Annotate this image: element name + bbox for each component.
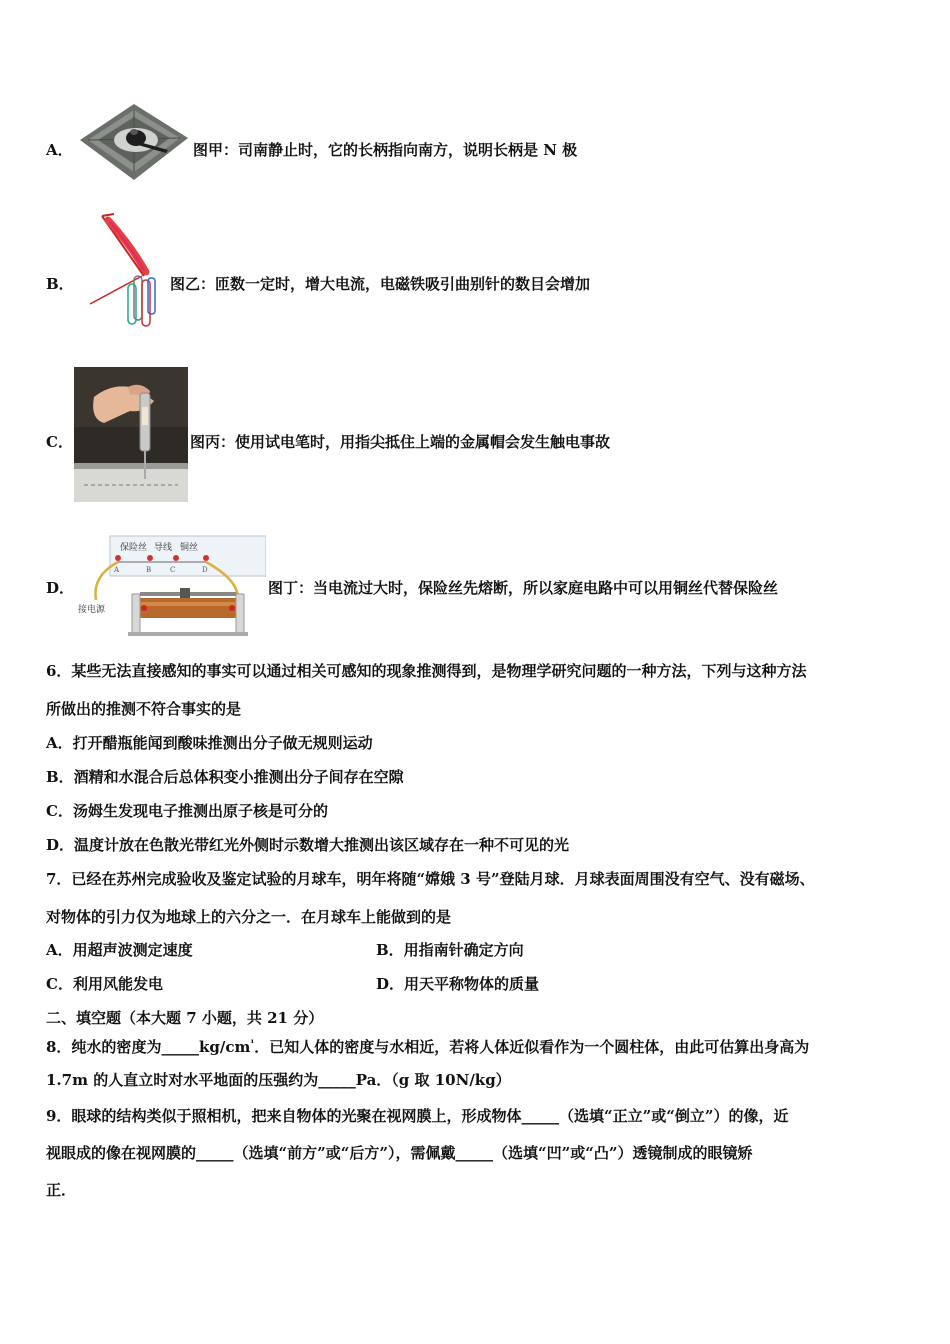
q6-stem-line2: 所做出的推测不符合事实的是 xyxy=(46,700,242,718)
fuse-label: 保险丝 xyxy=(120,543,148,553)
option-b-text: 图乙：匝数一定时，增大电流，电磁铁吸引曲别针的数目会增加 xyxy=(170,275,591,293)
q7-option-a: A．用超声波测定速度 xyxy=(46,941,193,959)
section-heading: 二、填空题（本大题 7 小题，共 21 分） xyxy=(46,1009,324,1027)
q8-unit1: kg/cm xyxy=(198,1038,251,1056)
q9-line3: 正． xyxy=(46,1181,77,1199)
q8-blank1: _____ xyxy=(161,1038,199,1056)
q7-stem-line2: 对物体的引力仅为地球上的六分之一．在月球车上能做到的是 xyxy=(46,908,452,926)
q6-option-b: B．酒精和水混合后总体积变小推测出分子间存在空隙 xyxy=(46,768,404,786)
q8-blank2: _____ xyxy=(318,1071,356,1089)
q8-line2-post: Pa．（g 取 10N/kg） xyxy=(355,1071,511,1089)
terminal-a-label: A xyxy=(114,566,120,574)
option-a-text: 图甲：司南静止时，它的长柄指向南方，说明长柄是 N 极 xyxy=(193,141,578,159)
option-d-letter: D． xyxy=(46,579,75,597)
terminal-c-label: C xyxy=(170,566,176,574)
sinan-compass-icon xyxy=(76,100,190,182)
q8-line1-pre: 8．纯水的密度为 xyxy=(46,1038,162,1056)
fuse-circuit-board-icon xyxy=(76,532,266,640)
q9-line1: 9．眼球的结构类似于照相机，把来自物体的光聚在视网膜上，形成物体_____（选填“正立”或“倒立”）的像，近 xyxy=(46,1107,789,1125)
q6-option-c: C．汤姆生发现电子推测出原子核是可分的 xyxy=(46,802,328,820)
q7-stem-line1: 7．已经在苏州完成验收及鉴定试验的月球车，明年将随“嫦娥 3 号”登陆月球．月球表面周围没有空气、没有磁场、 xyxy=(46,870,815,888)
q8-line1-post: ．已知人体的密度与水相近，若将人体近似看作为一个圆柱体，由此可估算出身高为 xyxy=(254,1038,810,1056)
q8-line2-pre: 1.7m 的人直立时对水平地面的压强约为 xyxy=(46,1071,319,1089)
q8-unit1-sup: ¹ xyxy=(250,1039,255,1049)
terminal-b-label: B xyxy=(146,566,152,574)
q8-line2 xyxy=(46,1070,511,1090)
power-label: 接电源 xyxy=(78,605,106,615)
terminal-d-label: D xyxy=(202,566,208,574)
wire-label: 导线 xyxy=(154,543,173,553)
q7-option-c: C．利用风能发电 xyxy=(46,975,163,993)
option-c-letter: C． xyxy=(46,433,73,451)
option-d-text: 图丁：当电流过大时，保险丝先熔断，所以家庭电路中可以用铜丝代替保险丝 xyxy=(268,579,779,597)
q7-option-d: D．用天平称物体的质量 xyxy=(376,975,540,993)
q6-option-d: D．温度计放在色散光带红光外侧时示数增大推测出该区域存在一种不可见的光 xyxy=(46,836,570,854)
q8-line1 xyxy=(46,1034,809,1057)
q7-option-b: B．用指南针确定方向 xyxy=(376,941,524,959)
q9-line2: 视眼成的像在视网膜的_____（选填“前方”或“后方”），需佩戴_____（选填“凹”或“凸”）透镜制成的眼镜矫 xyxy=(46,1144,753,1162)
option-a-letter: A． xyxy=(46,141,73,159)
q6-stem-line1: 6．某些无法直接感知的事实可以通过相关可感知的现象推测得到，是物理学研究问题的一种方法，下列与这种方法 xyxy=(46,662,807,680)
q6-option-a: A．打开醋瓶能闻到酸味推测出分子做无规则运动 xyxy=(46,734,373,752)
option-b-letter: B． xyxy=(46,275,74,293)
copper-label: 铜丝 xyxy=(180,543,199,553)
electromagnet-paperclips-icon xyxy=(84,210,166,334)
option-c-text: 图丙：使用试电笔时，用指尖抵住上端的金属帽会发生触电事故 xyxy=(190,433,611,451)
test-pen-hand-icon xyxy=(74,367,188,502)
